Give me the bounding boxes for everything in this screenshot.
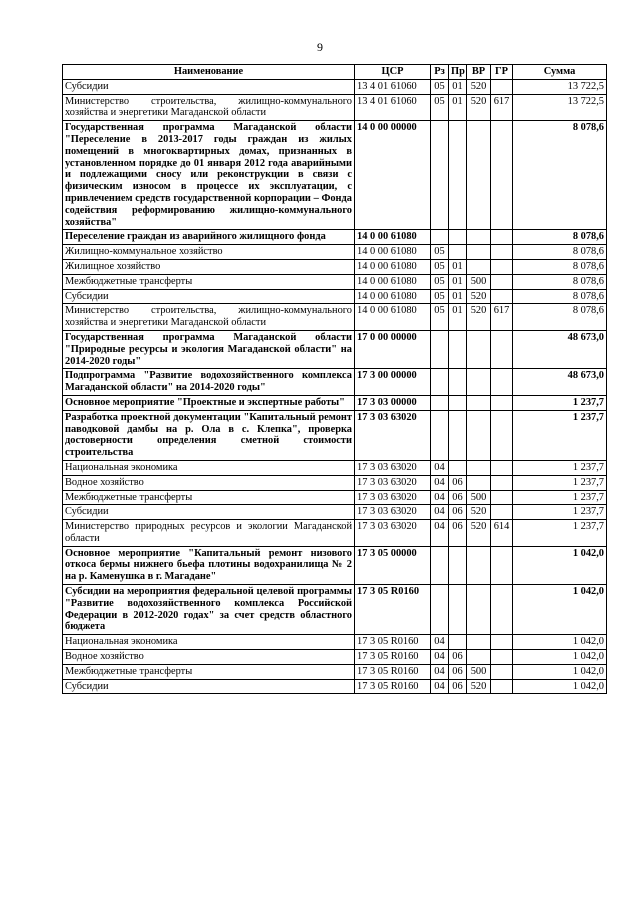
cell-sum: 1 237,7 [513, 395, 607, 410]
table-row [63, 274, 607, 289]
cell-name: Подпрограмма "Развитие водохозяйственного комплекса Магаданской области" на 2014-2020 годы" [63, 369, 355, 396]
cell-rz: 04 [431, 635, 449, 650]
cell-pr: 06 [449, 475, 467, 490]
table-row [63, 289, 607, 304]
table-row [63, 505, 607, 520]
cell-rz [431, 121, 449, 230]
cell-pr: 06 [449, 664, 467, 679]
cell-gr [491, 664, 513, 679]
cell-gr [491, 274, 513, 289]
cell-name: Субсидии [63, 679, 355, 694]
header-row [63, 65, 607, 80]
cell-vr [467, 546, 491, 584]
cell-sum: 8 078,6 [513, 304, 607, 331]
header-vr: ВР [467, 65, 491, 80]
cell-gr [491, 635, 513, 650]
page-number: 9 [317, 40, 323, 54]
cell-sum: 1 237,7 [513, 475, 607, 490]
cell-rz: 05 [431, 274, 449, 289]
cell-code: 17 3 03 63020 [355, 490, 431, 505]
cell-sum: 1 042,0 [513, 664, 607, 679]
cell-pr: 06 [449, 679, 467, 694]
cell-code: 14 0 00 00000 [355, 121, 431, 230]
cell-sum: 1 237,7 [513, 490, 607, 505]
table-row [63, 245, 607, 260]
table-row [63, 546, 607, 584]
cell-pr [449, 546, 467, 584]
cell-code: 14 0 00 61080 [355, 304, 431, 331]
cell-gr [491, 330, 513, 368]
cell-rz: 04 [431, 475, 449, 490]
cell-name: Разработка проектной документации "Капитальный ремонт паводковой дамбы на р. Ола в с. Клепка", проверка достоверности определения сметной стоимости строительства [63, 410, 355, 460]
cell-name: Субсидии [63, 505, 355, 520]
cell-rz: 05 [431, 304, 449, 331]
cell-code: 14 0 00 61080 [355, 274, 431, 289]
cell-pr: 06 [449, 505, 467, 520]
cell-code: 17 0 00 00000 [355, 330, 431, 368]
table-body [63, 79, 607, 694]
cell-gr [491, 505, 513, 520]
cell-code: 14 0 00 61080 [355, 230, 431, 245]
table-row [63, 230, 607, 245]
cell-pr [449, 635, 467, 650]
header-pr: Пр [449, 65, 467, 80]
cell-rz: 04 [431, 520, 449, 547]
cell-sum: 13 722,5 [513, 94, 607, 121]
table-row [63, 650, 607, 665]
cell-sum: 1 042,0 [513, 635, 607, 650]
cell-vr [467, 330, 491, 368]
cell-rz [431, 585, 449, 635]
cell-pr: 06 [449, 490, 467, 505]
cell-sum: 1 237,7 [513, 505, 607, 520]
cell-name: Субсидии на мероприятия федеральной целевой программы "Развитие водохозяйственного комплекса Российской Федерации в 2012-2020 годах" за счет средств областного бюджета [63, 585, 355, 635]
cell-rz [431, 369, 449, 396]
table-row [63, 259, 607, 274]
cell-name: Межбюджетные трансферты [63, 490, 355, 505]
cell-vr: 520 [467, 679, 491, 694]
cell-sum: 8 078,6 [513, 230, 607, 245]
cell-gr: 617 [491, 304, 513, 331]
cell-sum: 1 042,0 [513, 585, 607, 635]
cell-code: 17 3 05 R0160 [355, 585, 431, 635]
cell-name: Субсидии [63, 79, 355, 94]
cell-code: 17 3 05 R0160 [355, 650, 431, 665]
cell-sum: 1 237,7 [513, 520, 607, 547]
cell-pr: 01 [449, 304, 467, 331]
cell-vr: 500 [467, 664, 491, 679]
cell-name: Водное хозяйство [63, 650, 355, 665]
cell-code: 13 4 01 61060 [355, 79, 431, 94]
header-name: Наименование [63, 65, 355, 80]
cell-code: 17 3 05 R0160 [355, 635, 431, 650]
table-row [63, 475, 607, 490]
header-gr: ГР [491, 65, 513, 80]
cell-pr: 01 [449, 274, 467, 289]
cell-pr [449, 121, 467, 230]
cell-name: Национальная экономика [63, 460, 355, 475]
table-row [63, 410, 607, 460]
cell-name: Межбюджетные трансферты [63, 664, 355, 679]
cell-vr [467, 121, 491, 230]
cell-gr [491, 245, 513, 260]
cell-rz [431, 546, 449, 584]
table-row [63, 520, 607, 547]
cell-name: Министерство природных ресурсов и экологии Магаданской области [63, 520, 355, 547]
table-row [63, 635, 607, 650]
cell-pr: 01 [449, 289, 467, 304]
cell-gr [491, 546, 513, 584]
cell-vr: 520 [467, 94, 491, 121]
cell-gr [491, 369, 513, 396]
cell-sum: 8 078,6 [513, 259, 607, 274]
cell-code: 17 3 03 63020 [355, 505, 431, 520]
cell-sum: 1 042,0 [513, 546, 607, 584]
cell-gr [491, 289, 513, 304]
cell-code: 14 0 00 61080 [355, 289, 431, 304]
cell-vr: 520 [467, 520, 491, 547]
cell-sum: 8 078,6 [513, 245, 607, 260]
cell-vr [467, 230, 491, 245]
cell-sum: 1 042,0 [513, 679, 607, 694]
cell-pr [449, 230, 467, 245]
cell-vr [467, 410, 491, 460]
cell-rz: 04 [431, 505, 449, 520]
table-row [63, 369, 607, 396]
cell-name: Основное мероприятие "Капитальный ремонт низового откоса бермы нижнего бьефа плотины водохранилища № 2 на р. Каменушка в г. Магадане" [63, 546, 355, 584]
cell-vr [467, 460, 491, 475]
cell-vr [467, 245, 491, 260]
cell-code: 17 3 05 R0160 [355, 679, 431, 694]
cell-vr [467, 369, 491, 396]
cell-pr [449, 585, 467, 635]
cell-pr: 06 [449, 650, 467, 665]
cell-name: Государственная программа Магаданской области "Переселение в 2013-2017 годы граждан из жилых помещений в многоквартирных домах, признанных в установленном порядке до 01 января 2012 года аварийными и подлежащими сносу или реконструкции в связи с физическим износом в процессе их эксплуатации, с привлечением средств государственной корпорации – Фонда содействия реформированию жилищно-коммунального хозяйства" [63, 121, 355, 230]
cell-rz: 04 [431, 679, 449, 694]
cell-vr: 520 [467, 289, 491, 304]
cell-sum: 1 237,7 [513, 410, 607, 460]
table-row [63, 664, 607, 679]
cell-vr: 520 [467, 505, 491, 520]
cell-vr [467, 635, 491, 650]
table-row [63, 304, 607, 331]
cell-gr [491, 585, 513, 635]
cell-pr [449, 395, 467, 410]
cell-name: Водное хозяйство [63, 475, 355, 490]
cell-rz: 04 [431, 460, 449, 475]
cell-name: Переселение граждан из аварийного жилищного фонда [63, 230, 355, 245]
cell-pr: 06 [449, 520, 467, 547]
cell-gr [491, 259, 513, 274]
cell-name: Субсидии [63, 289, 355, 304]
cell-pr [449, 245, 467, 260]
cell-name: Государственная программа Магаданской области "Природные ресурсы и экология Магаданской области" на 2014-2020 годы" [63, 330, 355, 368]
cell-code: 17 3 05 R0160 [355, 664, 431, 679]
cell-sum: 13 722,5 [513, 79, 607, 94]
cell-pr [449, 330, 467, 368]
cell-rz: 05 [431, 79, 449, 94]
cell-code: 17 3 03 63020 [355, 475, 431, 490]
cell-gr [491, 650, 513, 665]
cell-sum: 8 078,6 [513, 274, 607, 289]
cell-vr: 500 [467, 274, 491, 289]
table-row [63, 79, 607, 94]
cell-vr: 520 [467, 79, 491, 94]
cell-gr [491, 490, 513, 505]
table-row [63, 585, 607, 635]
cell-gr [491, 410, 513, 460]
table-row [63, 679, 607, 694]
cell-rz: 05 [431, 289, 449, 304]
cell-name: Министерство строительства, жилищно-коммунального хозяйства и энергетики Магаданской области [63, 304, 355, 331]
cell-code: 14 0 00 61080 [355, 259, 431, 274]
cell-name: Министерство строительства, жилищно-коммунального хозяйства и энергетики Магаданской области [63, 94, 355, 121]
cell-name: Межбюджетные трансферты [63, 274, 355, 289]
cell-sum: 48 673,0 [513, 330, 607, 368]
cell-name: Основное мероприятие "Проектные и экспертные работы" [63, 395, 355, 410]
header-sum: Сумма [513, 65, 607, 80]
cell-sum: 8 078,6 [513, 121, 607, 230]
cell-sum: 1 237,7 [513, 460, 607, 475]
cell-rz [431, 330, 449, 368]
table-row [63, 330, 607, 368]
cell-gr [491, 121, 513, 230]
table-row [63, 490, 607, 505]
cell-rz [431, 410, 449, 460]
table-row [63, 94, 607, 121]
cell-code: 14 0 00 61080 [355, 245, 431, 260]
cell-vr [467, 259, 491, 274]
cell-vr [467, 475, 491, 490]
cell-sum: 1 042,0 [513, 650, 607, 665]
cell-code: 17 3 03 00000 [355, 395, 431, 410]
cell-code: 17 3 00 00000 [355, 369, 431, 396]
cell-rz: 05 [431, 245, 449, 260]
cell-pr [449, 460, 467, 475]
cell-rz: 05 [431, 259, 449, 274]
cell-name: Жилищно-коммунальное хозяйство [63, 245, 355, 260]
cell-rz [431, 230, 449, 245]
cell-rz: 04 [431, 490, 449, 505]
table-row [63, 460, 607, 475]
header-rz: Рз [431, 65, 449, 80]
cell-gr: 617 [491, 94, 513, 121]
table-row [63, 121, 607, 230]
cell-pr: 01 [449, 259, 467, 274]
cell-rz: 05 [431, 94, 449, 121]
cell-rz [431, 395, 449, 410]
cell-code: 17 3 03 63020 [355, 520, 431, 547]
cell-vr [467, 395, 491, 410]
cell-code: 17 3 03 63020 [355, 460, 431, 475]
cell-code: 17 3 03 63020 [355, 410, 431, 460]
cell-name: Жилищное хозяйство [63, 259, 355, 274]
header-code: ЦСР [355, 65, 431, 80]
cell-gr [491, 79, 513, 94]
cell-gr [491, 475, 513, 490]
cell-rz: 04 [431, 650, 449, 665]
cell-code: 13 4 01 61060 [355, 94, 431, 121]
cell-vr: 520 [467, 304, 491, 331]
cell-pr [449, 369, 467, 396]
cell-gr [491, 460, 513, 475]
cell-vr [467, 650, 491, 665]
cell-pr: 01 [449, 79, 467, 94]
cell-name: Национальная экономика [63, 635, 355, 650]
cell-gr [491, 395, 513, 410]
cell-vr [467, 585, 491, 635]
cell-gr: 614 [491, 520, 513, 547]
cell-gr [491, 230, 513, 245]
cell-code: 17 3 05 00000 [355, 546, 431, 584]
cell-pr: 01 [449, 94, 467, 121]
table-row [63, 395, 607, 410]
cell-gr [491, 679, 513, 694]
cell-sum: 8 078,6 [513, 289, 607, 304]
budget-table [62, 64, 607, 694]
cell-rz: 04 [431, 664, 449, 679]
cell-pr [449, 410, 467, 460]
cell-vr: 500 [467, 490, 491, 505]
cell-sum: 48 673,0 [513, 369, 607, 396]
